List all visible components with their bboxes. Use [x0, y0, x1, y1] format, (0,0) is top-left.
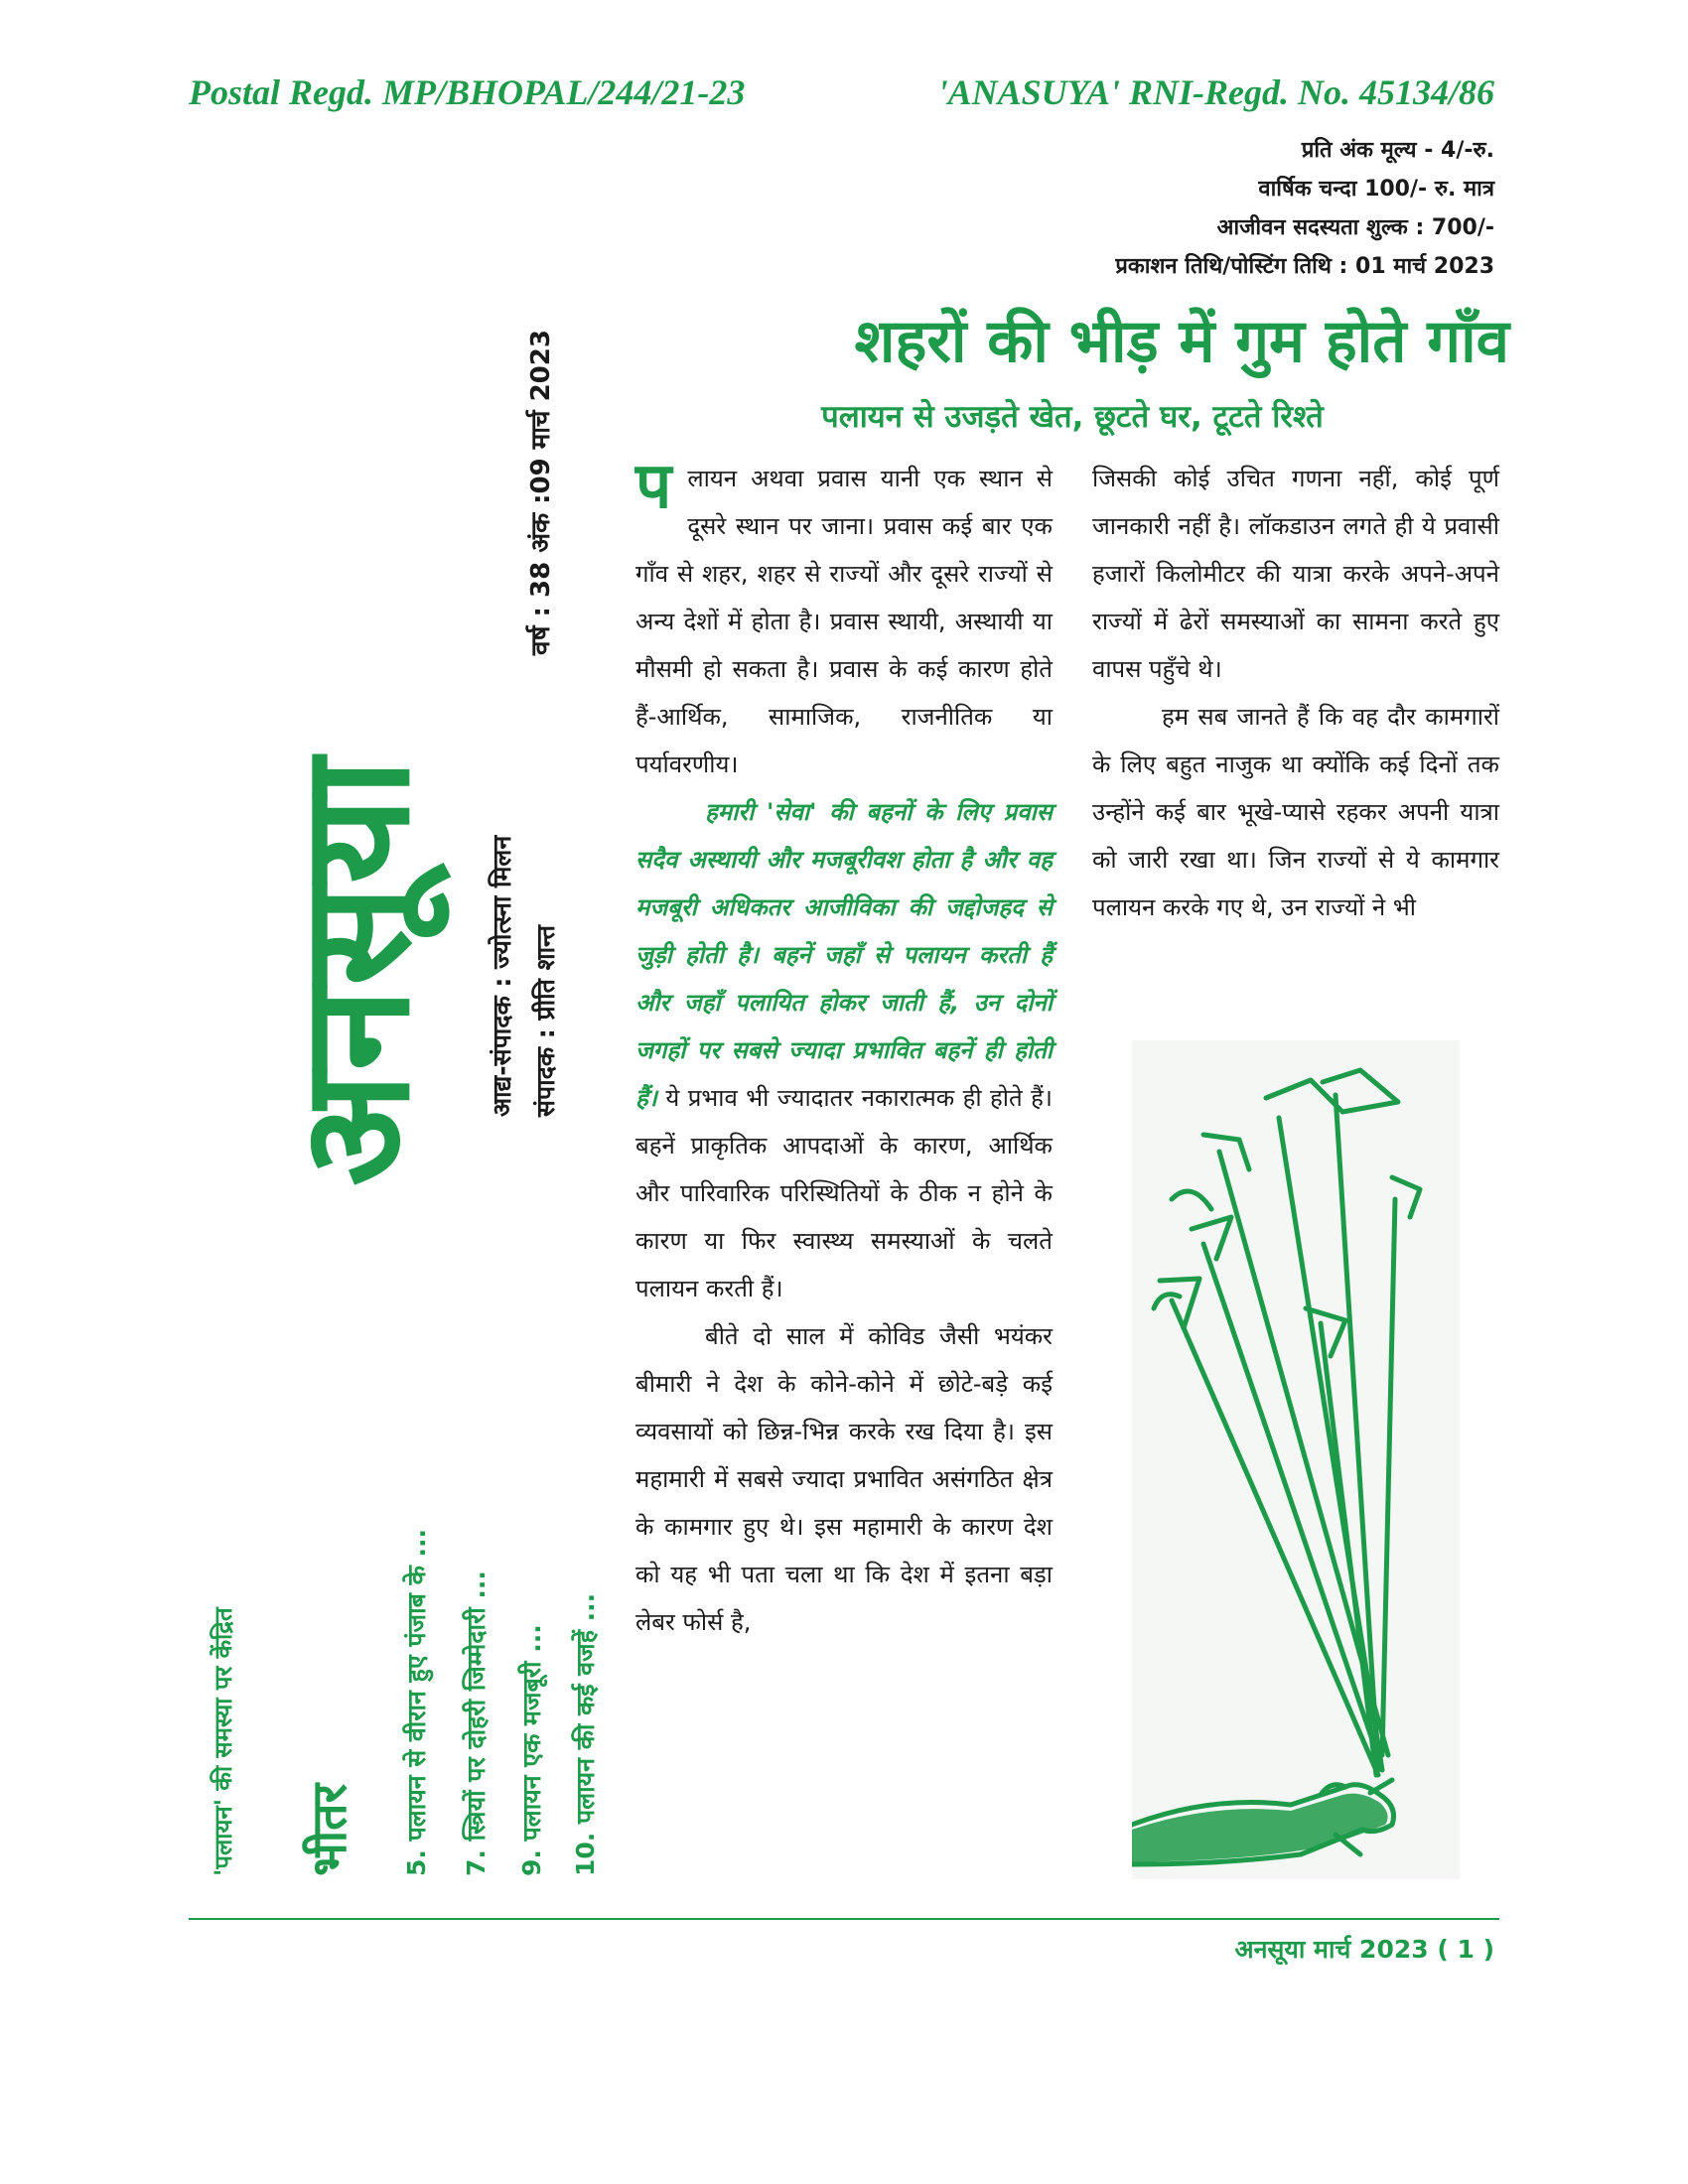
- toc-item[interactable]: 9. पलायन एक मजबूरी ...: [517, 1624, 546, 1876]
- postal-registration: Postal Regd. MP/BHOPAL/244/21-23: [189, 72, 746, 112]
- price-per-issue: प्रति अंक मूल्य - 4/-रु.: [1301, 138, 1494, 163]
- issue-info: वर्ष : 38 अंक :09 मार्च 2023: [526, 330, 556, 655]
- headline: शहरों की भीड़ में गुम होते गाँव: [854, 307, 1509, 376]
- inside-focus: 'पलायन' की समस्या पर केंद्रित: [210, 1607, 237, 1876]
- page-footer: अनसूया मार्च 2023 ( 1 ): [1234, 1935, 1494, 1964]
- article-column-2: [1092, 455, 1499, 931]
- toc-item[interactable]: 5. पलायन से वीरान हुए पंजाब के ...: [402, 1529, 431, 1876]
- toc-item[interactable]: 7. स्त्रियों पर दोहरी जिम्मेदारी ...: [462, 1570, 491, 1876]
- drop-cap: प: [635, 450, 672, 523]
- footer-rule: [189, 1918, 1499, 1920]
- article-paragraph: हम सब जानते हैं कि वह दौर कामगारों के लिए बहुत नाजुक था क्योंकि कई दिनों तक उन्होंने कई बार भूखे-प्यासे रहकर अपनी यात्रा को जारी रखा था। जिन राज्यों से ये कामगार पलायन करके गए थे, उन राज्यों ने भी: [1092, 703, 1499, 921]
- inside-title: भीतर: [302, 1783, 357, 1876]
- masthead-title: अनसूया: [270, 755, 443, 1186]
- price-box: [1115, 131, 1494, 286]
- article-paragraph: बीते दो साल में कोविड जैसी भयंकर बीमारी ने देश के कोने-कोने में छोटे-बड़े कई व्यवसायों को छिन्न-भिन्न करके रख दिया है। इस महामारी में सबसे ज्यादा प्रभावित असंगठित क्षेत्र के कामगार हुए थे। इस महामारी के कारण देश को यह भी पता चला था कि देश में इतना बड़ा लेबर फोर्स है,: [635, 1322, 1053, 1636]
- highlighted-text: हमारी 'सेवा' की बहनों के लिए प्रवास सदैव अस्थायी और मजबूरीवश होता है और वह मजबूरी अधिकतर आजीविका की जद्दोजहद से जुड़ी होती है। बहनें जहाँ से पलायन करती हैं और जहाँ पलायित होकर जाती हैं, उन दोनों जगहों पर सबसे ज्यादा प्रभावित बहनें ही होती हैं।: [635, 798, 1053, 1112]
- subheadline: पलायन से उजड़ते खेत, छूटते घर, टूटते रिश्ते: [821, 399, 1324, 435]
- article-paragraph: पलायन अथवा प्रवास यानी एक स्थान से दूसरे स्थान पर जाना। प्रवास कई बार एक गाँव से शहर, शहर से राज्यों और दूसरे राज्यों से अन्य देशों में होता है। प्रवास स्थायी, अस्थायी या मौसमी हो सकता है। प्रवास के कई कारण होते हैं-आर्थिक, सामाजिक, राजनीतिक या पर्यावरणीय।: [635, 450, 1053, 778]
- publication-date: प्रकाशन तिथि/पोस्टिंग तिथि : 01 मार्च 2023: [1115, 254, 1494, 279]
- editor: संपादक : प्रीति शान्त: [531, 924, 560, 1117]
- rni-registration: 'ANASUYA' RNI-Regd. No. 45134/86: [937, 72, 1494, 112]
- founding-editor: आद्य-संपादक : ज्योत्स्ना मिलन: [488, 835, 516, 1117]
- price-annual: वार्षिक चन्दा 100/- रु. मात्र: [1258, 177, 1494, 202]
- price-lifetime: आजीवन सदस्यता शुल्क : 700/-: [1216, 215, 1494, 240]
- article-paragraph: जिसकी कोई उचित गणना नहीं, कोई पूर्ण जानकारी नहीं है। लॉकडाउन लगते ही ये प्रवासी हजारों किलोमीटर की यात्रा करके अपने-अपने राज्यों में ढेरों समस्याओं का सामना करते हुए वापस पहुँचे थे।: [1092, 465, 1499, 683]
- article-paragraph: हमारी 'सेवा' की बहनों के लिए प्रवास सदैव अस्थायी और मजबूरीवश होता है और वह मजबूरी अधिकतर आजीविका की जद्दोजहद से जुड़ी होती है। बहनें जहाँ से पलायन करती हैं और जहाँ पलायित होकर जाती हैं, उन दोनों जगहों पर सबसे ज्यादा प्रभावित बहनें ही होती हैं। ये प्रभाव भी ज्यादातर नकारात्मक ही होते हैं। बहनें प्राकृतिक आपदाओं के कारण, आर्थिक और पारिवारिक परिस्थितियों के ठीक न होने के कारण या फिर स्वास्थ्य समस्याओं के चलते पलायन करती हैं।: [635, 798, 1053, 1302]
- article-column-1: [635, 450, 1053, 1646]
- toc-item[interactable]: 10. पलायन की कई वजहें ...: [571, 1592, 600, 1876]
- kite-illustration: [1132, 1040, 1460, 1879]
